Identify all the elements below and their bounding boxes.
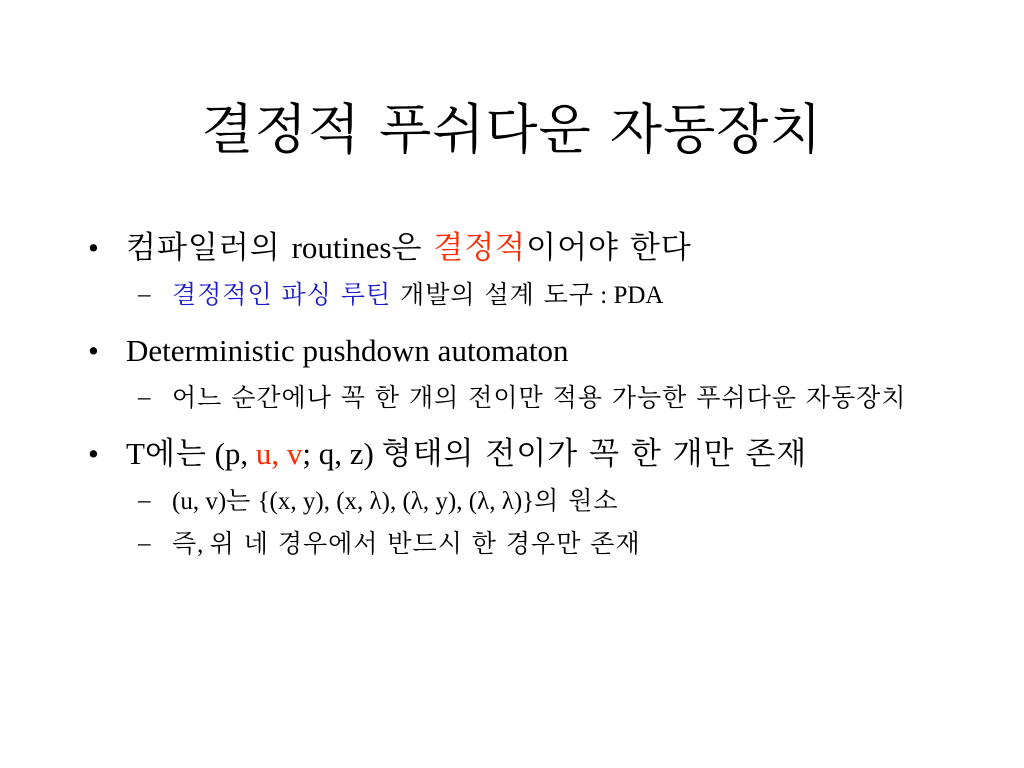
slide-body: [86, 228, 946, 570]
bullet-1-text-d: 이어야 한다: [526, 230, 692, 266]
bullet-item-1: [86, 228, 946, 268]
bullet-1-text-c: 은: [391, 230, 434, 266]
sub-item-3-2: [86, 527, 946, 562]
dash-icon: –: [138, 530, 151, 557]
bullet-item-2: [86, 331, 946, 371]
bullet-3-text-b: 에는: [144, 436, 207, 472]
bullet-3-text-e: 형태의 전이가 꼭 한 개만 존재: [381, 436, 808, 472]
bullet-icon: •: [88, 230, 99, 265]
sub-item-2-1: [86, 381, 946, 416]
dash-icon: –: [138, 487, 151, 514]
dash-icon: –: [138, 281, 151, 308]
bullet-2-text: Deterministic pushdown automaton: [126, 333, 569, 368]
sub-3-1-text-b: 는: [226, 486, 252, 515]
dash-icon: –: [138, 384, 151, 411]
bullet-3-text-c: (p,: [206, 436, 256, 471]
sub-3-2-text-b: ,: [197, 531, 210, 558]
sub-3-2-text-a: 즉: [172, 529, 198, 558]
bullet-1-highlight: 결정적: [433, 230, 527, 266]
sub-3-1-text-d: 의 원소: [534, 486, 619, 515]
bullet-icon: •: [88, 436, 99, 471]
sub-1-1-text-a: 개발의 설계 도구: [391, 280, 595, 309]
bullet-1-text-b: routines: [291, 230, 392, 265]
sub-item-1-1: [86, 278, 946, 313]
sub-3-1-text-c: {(x, y), (x, λ), (λ, y), (λ, λ)}: [251, 488, 535, 515]
sub-3-2-text-c: 위 네 경우에서 반드시 한 경우만 존재: [209, 529, 641, 558]
bullet-3-text-d: ; q, z): [302, 436, 382, 471]
bullet-1-text-a: 컴파일러의: [126, 230, 292, 266]
sub-2-1-text: 어느 순간에나 꼭 한 개의 전이만 적용 가능한 푸쉬다운 자동장치: [172, 383, 907, 412]
sub-3-1-text-a: (u, v): [172, 488, 227, 515]
bullet-3-text-a: T: [126, 436, 145, 471]
sub-1-1-text-b: : PDA: [594, 282, 664, 309]
sub-1-1-highlight: 결정적인 파싱 루틴: [172, 280, 392, 309]
bullet-item-3: [86, 434, 946, 474]
sub-item-3-1: [86, 484, 946, 519]
bullet-icon: •: [88, 333, 99, 368]
slide-title: 결정적 푸쉬다운 자동장치: [201, 98, 823, 161]
bullet-3-highlight: u, v: [255, 436, 303, 471]
